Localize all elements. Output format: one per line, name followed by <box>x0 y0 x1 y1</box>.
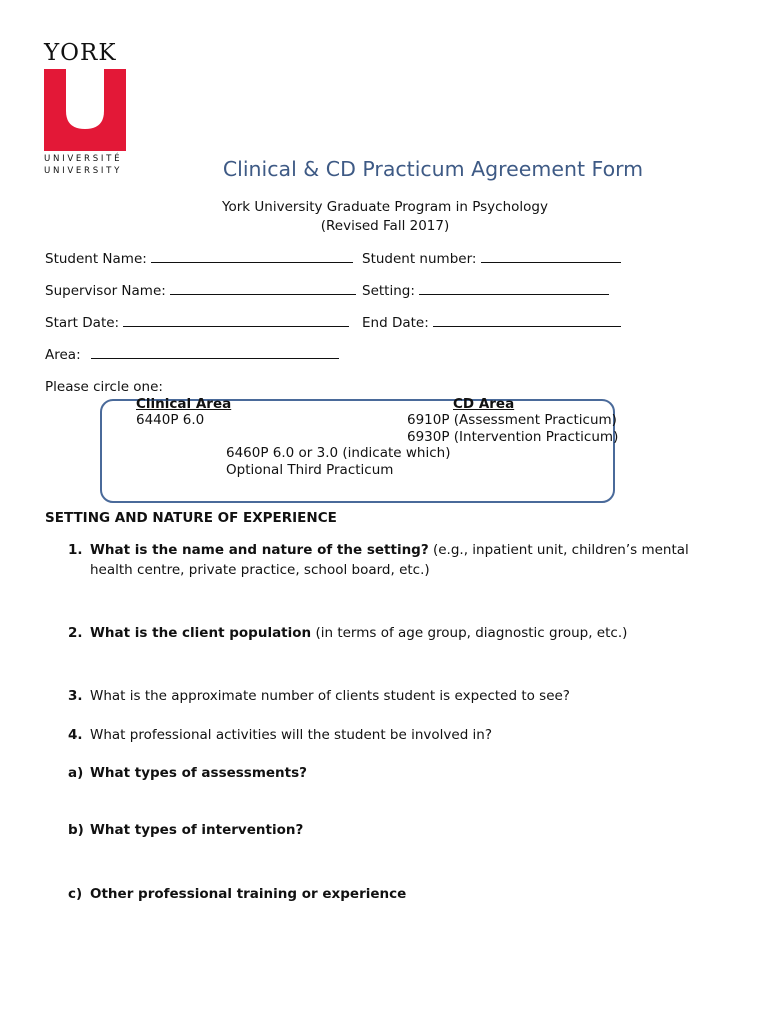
area-row <box>45 346 339 363</box>
logo-universite: UNIVERSITÉ <box>44 154 123 164</box>
circle-prompt: Please circle one: <box>45 379 163 395</box>
question-bold-text: What is the client population <box>90 625 312 641</box>
question-number: b) <box>68 822 84 838</box>
student-number-label: Student number: <box>362 251 477 267</box>
clinical-course-6440p[interactable]: 6440P 6.0 <box>136 412 205 428</box>
question-rest-text-line2: health centre, private practice, school board, etc.) <box>90 562 430 578</box>
question-1 <box>68 540 689 580</box>
supervisor-name-field[interactable] <box>170 282 356 295</box>
program-subtitle: York University Graduate Program in Psychology <box>222 199 548 215</box>
start-date-row <box>45 314 349 331</box>
question-number: 1. <box>68 542 83 558</box>
question-4c <box>68 884 406 904</box>
student-number-row <box>362 250 621 267</box>
question-rest-text: What professional activities will the student be involved in? <box>90 727 493 743</box>
course-6460p[interactable]: 6460P 6.0 or 3.0 (indicate which) <box>226 445 451 461</box>
question-4a <box>68 763 307 783</box>
end-date-field[interactable] <box>433 314 621 327</box>
question-2 <box>68 623 627 643</box>
question-bold-text: What types of intervention? <box>90 822 304 838</box>
revision-subtitle: (Revised Fall 2017) <box>320 218 450 234</box>
question-bold-text: Other professional training or experience <box>90 886 407 902</box>
question-number: c) <box>68 886 83 902</box>
question-4 <box>68 725 492 745</box>
student-number-field[interactable] <box>481 250 621 263</box>
question-4b <box>68 820 303 840</box>
setting-row <box>362 282 609 299</box>
question-rest-text: What is the approximate number of clients student is expected to see? <box>90 688 570 704</box>
supervisor-name-label: Supervisor Name: <box>45 283 166 299</box>
question-rest-text: (e.g., inpatient unit, children’s mental <box>428 542 689 558</box>
setting-label: Setting: <box>362 283 415 299</box>
area-label: Area: <box>45 347 81 363</box>
student-name-label: Student Name: <box>45 251 147 267</box>
cd-course-6930p[interactable]: 6930P (Intervention Practicum) <box>407 429 619 445</box>
start-date-field[interactable] <box>123 314 349 327</box>
question-number: a) <box>68 765 84 781</box>
supervisor-row <box>45 282 356 299</box>
clinical-area-heading: Clinical Area <box>136 396 232 412</box>
question-number: 2. <box>68 625 83 641</box>
question-rest-text: (in terms of age group, diagnostic group, etc.) <box>311 625 628 641</box>
cd-area-heading: CD Area <box>453 396 515 412</box>
area-field[interactable] <box>91 346 339 359</box>
york-wordmark: YORK <box>44 40 117 66</box>
end-date-label: End Date: <box>362 315 429 331</box>
optional-third-practicum: Optional Third Practicum <box>226 462 394 478</box>
end-date-row <box>362 314 621 331</box>
form-title: Clinical & CD Practicum Agreement Form <box>222 157 644 181</box>
question-3 <box>68 686 570 706</box>
question-number: 3. <box>68 688 83 704</box>
section-heading: SETTING AND NATURE OF EXPERIENCE <box>45 510 337 526</box>
setting-field[interactable] <box>419 282 609 295</box>
question-bold-text: What is the name and nature of the setting? <box>90 542 429 558</box>
student-name-row <box>45 250 353 267</box>
york-u-logo-icon <box>44 69 126 151</box>
start-date-label: Start Date: <box>45 315 120 331</box>
cd-course-6910p[interactable]: 6910P (Assessment Practicum) <box>407 412 617 428</box>
question-bold-text: What types of assessments? <box>90 765 307 781</box>
question-number: 4. <box>68 727 83 743</box>
logo-university: UNIVERSITY <box>44 166 123 176</box>
student-name-field[interactable] <box>151 250 353 263</box>
